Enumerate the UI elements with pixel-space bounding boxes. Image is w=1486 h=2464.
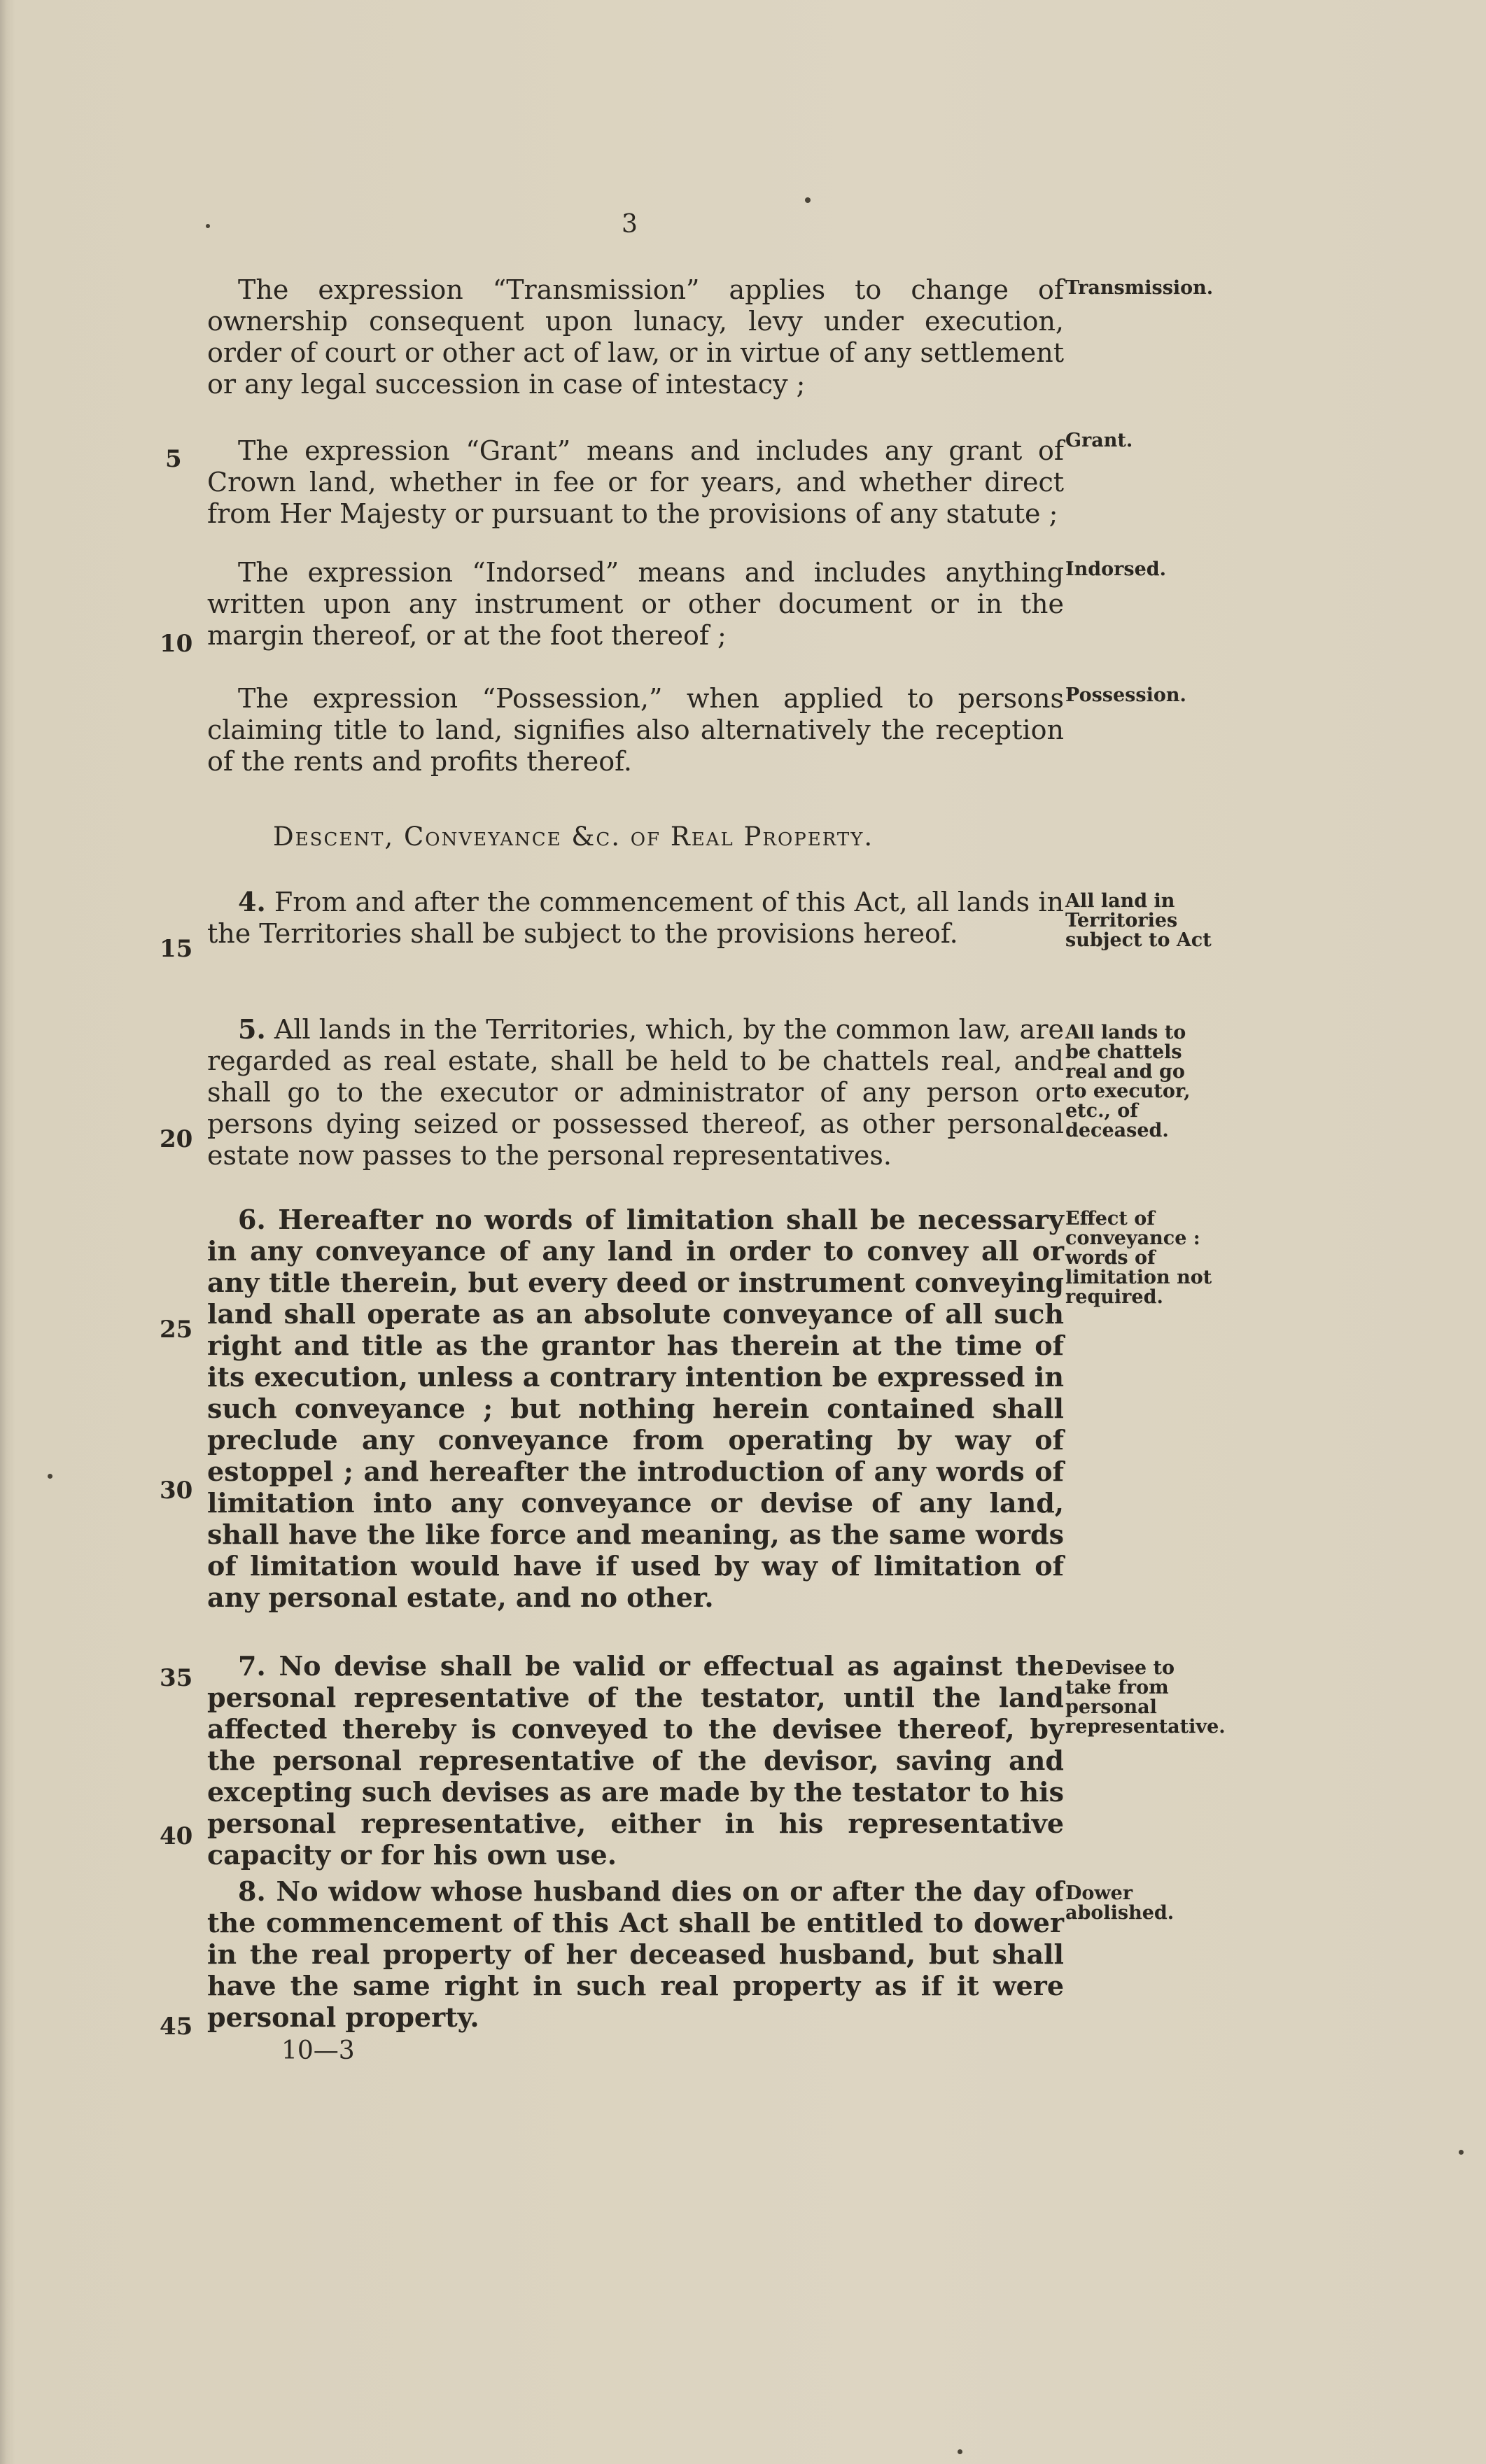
margin-note-section-5: All lands to be chattels real and go to executor, etc., of deceased. — [1065, 1022, 1191, 1141]
page-number: 3 — [622, 210, 638, 239]
line-number-45: 45 — [160, 2013, 193, 2041]
definition-grant: The expression “Grant” means and includes any grant of Crown land, whether in fee or for years, and whether direct from Her Majesty or pursuant to the provisions of any statute ; — [207, 435, 1064, 529]
margin-note-section-4: All land in Territories subject to Act — [1065, 890, 1212, 951]
margin-note-grant: Grant. — [1065, 430, 1133, 451]
line-number-30: 30 — [160, 1477, 193, 1505]
definition-indorsed: The expression “Indorsed” means and includes anything written upon any instrument or other document or in the margin thereof, or at the foot thereof ; — [207, 557, 1064, 651]
margin-note-indorsed: Indorsed. — [1065, 558, 1167, 580]
line-number-25: 25 — [160, 1316, 193, 1344]
line-number-10: 10 — [160, 630, 193, 658]
paper-speck — [1459, 2150, 1464, 2155]
line-number-35: 35 — [160, 1664, 193, 1692]
line-number-15: 15 — [160, 935, 193, 963]
paper-speck — [206, 224, 210, 228]
paper-speck — [805, 197, 811, 203]
section-6: 6. Hereafter no words of limitation shall be necessary in any conveyance of any land in order to convey all or any title therein, but every deed or instrument conveying land shall operate as an absolute conveyance of all such right and title as the grantor has therein at the time of its execution, unless a contrary intention be expressed in such conveyance ; but nothing herein contained shall preclude any conveyance from operating by way of estoppel ; and hereafter the introduction of any words of limitation into any conveyance or devise of any land, shall have the like force and meaning, as the same words of limitation would have if used by way of limitation of any personal estate, and no other. — [207, 1204, 1064, 1613]
section-8: 8. No widow whose husband dies on or after the day of the commencement of this Act shall be entitled to dower in the real property of her deceased husband, but shall have the same right in such real property as if it were personal property. — [207, 1875, 1064, 2033]
margin-note-transmission: Transmission. — [1065, 277, 1214, 299]
line-number-40: 40 — [160, 1822, 193, 1850]
margin-note-section-6: Effect of conveyance : words of limitation not required. — [1065, 1208, 1212, 1308]
definition-possession: The expression “Possession,” when applied to persons claiming title to land, signifies also alternatively the reception of the rents and profits thereof. — [207, 683, 1064, 777]
section-heading: Descent, Conveyance &c. of Real Property. — [273, 822, 874, 852]
margin-note-section-7: Devisee to take from personal representative. — [1065, 1657, 1226, 1738]
paper-speck — [48, 1474, 52, 1479]
section-4: 4. From and after the commencement of this Act, all lands in the Territories shall be subject to the provisions hereof. — [207, 886, 1064, 949]
signature-mark: 10—3 — [281, 2036, 355, 2065]
definition-transmission: The expression “Transmission” applies to change of ownership consequent upon lunacy, levy under execution, order of court or other act of law, or in virtue of any settlement or any legal succession in case of intestacy ; — [207, 274, 1064, 400]
line-number-20: 20 — [160, 1125, 193, 1153]
margin-note-section-8: Dower abolished. — [1065, 1882, 1175, 1924]
section-5: 5. All lands in the Territories, which, by the common law, are regarded as real estate, shall be held to be chattels real, and shall go to the executor or administrator of any person or persons dying seized or possessed thereof, as other personal estate now passes to the personal representatives. — [207, 1013, 1064, 1171]
margin-note-possession: Possession. — [1065, 684, 1186, 706]
paper-speck — [958, 2449, 962, 2454]
section-7: 7. No devise shall be valid or effectual as against the personal representative of the testator, until the land affected thereby is conveyed to the devisee thereof, by the personal representative of the devisor, saving and excepting such devises as are made by the testator to his personal representative, either in his representative capacity or for his own use. — [207, 1650, 1065, 1871]
line-number-5: 5 — [165, 445, 182, 473]
